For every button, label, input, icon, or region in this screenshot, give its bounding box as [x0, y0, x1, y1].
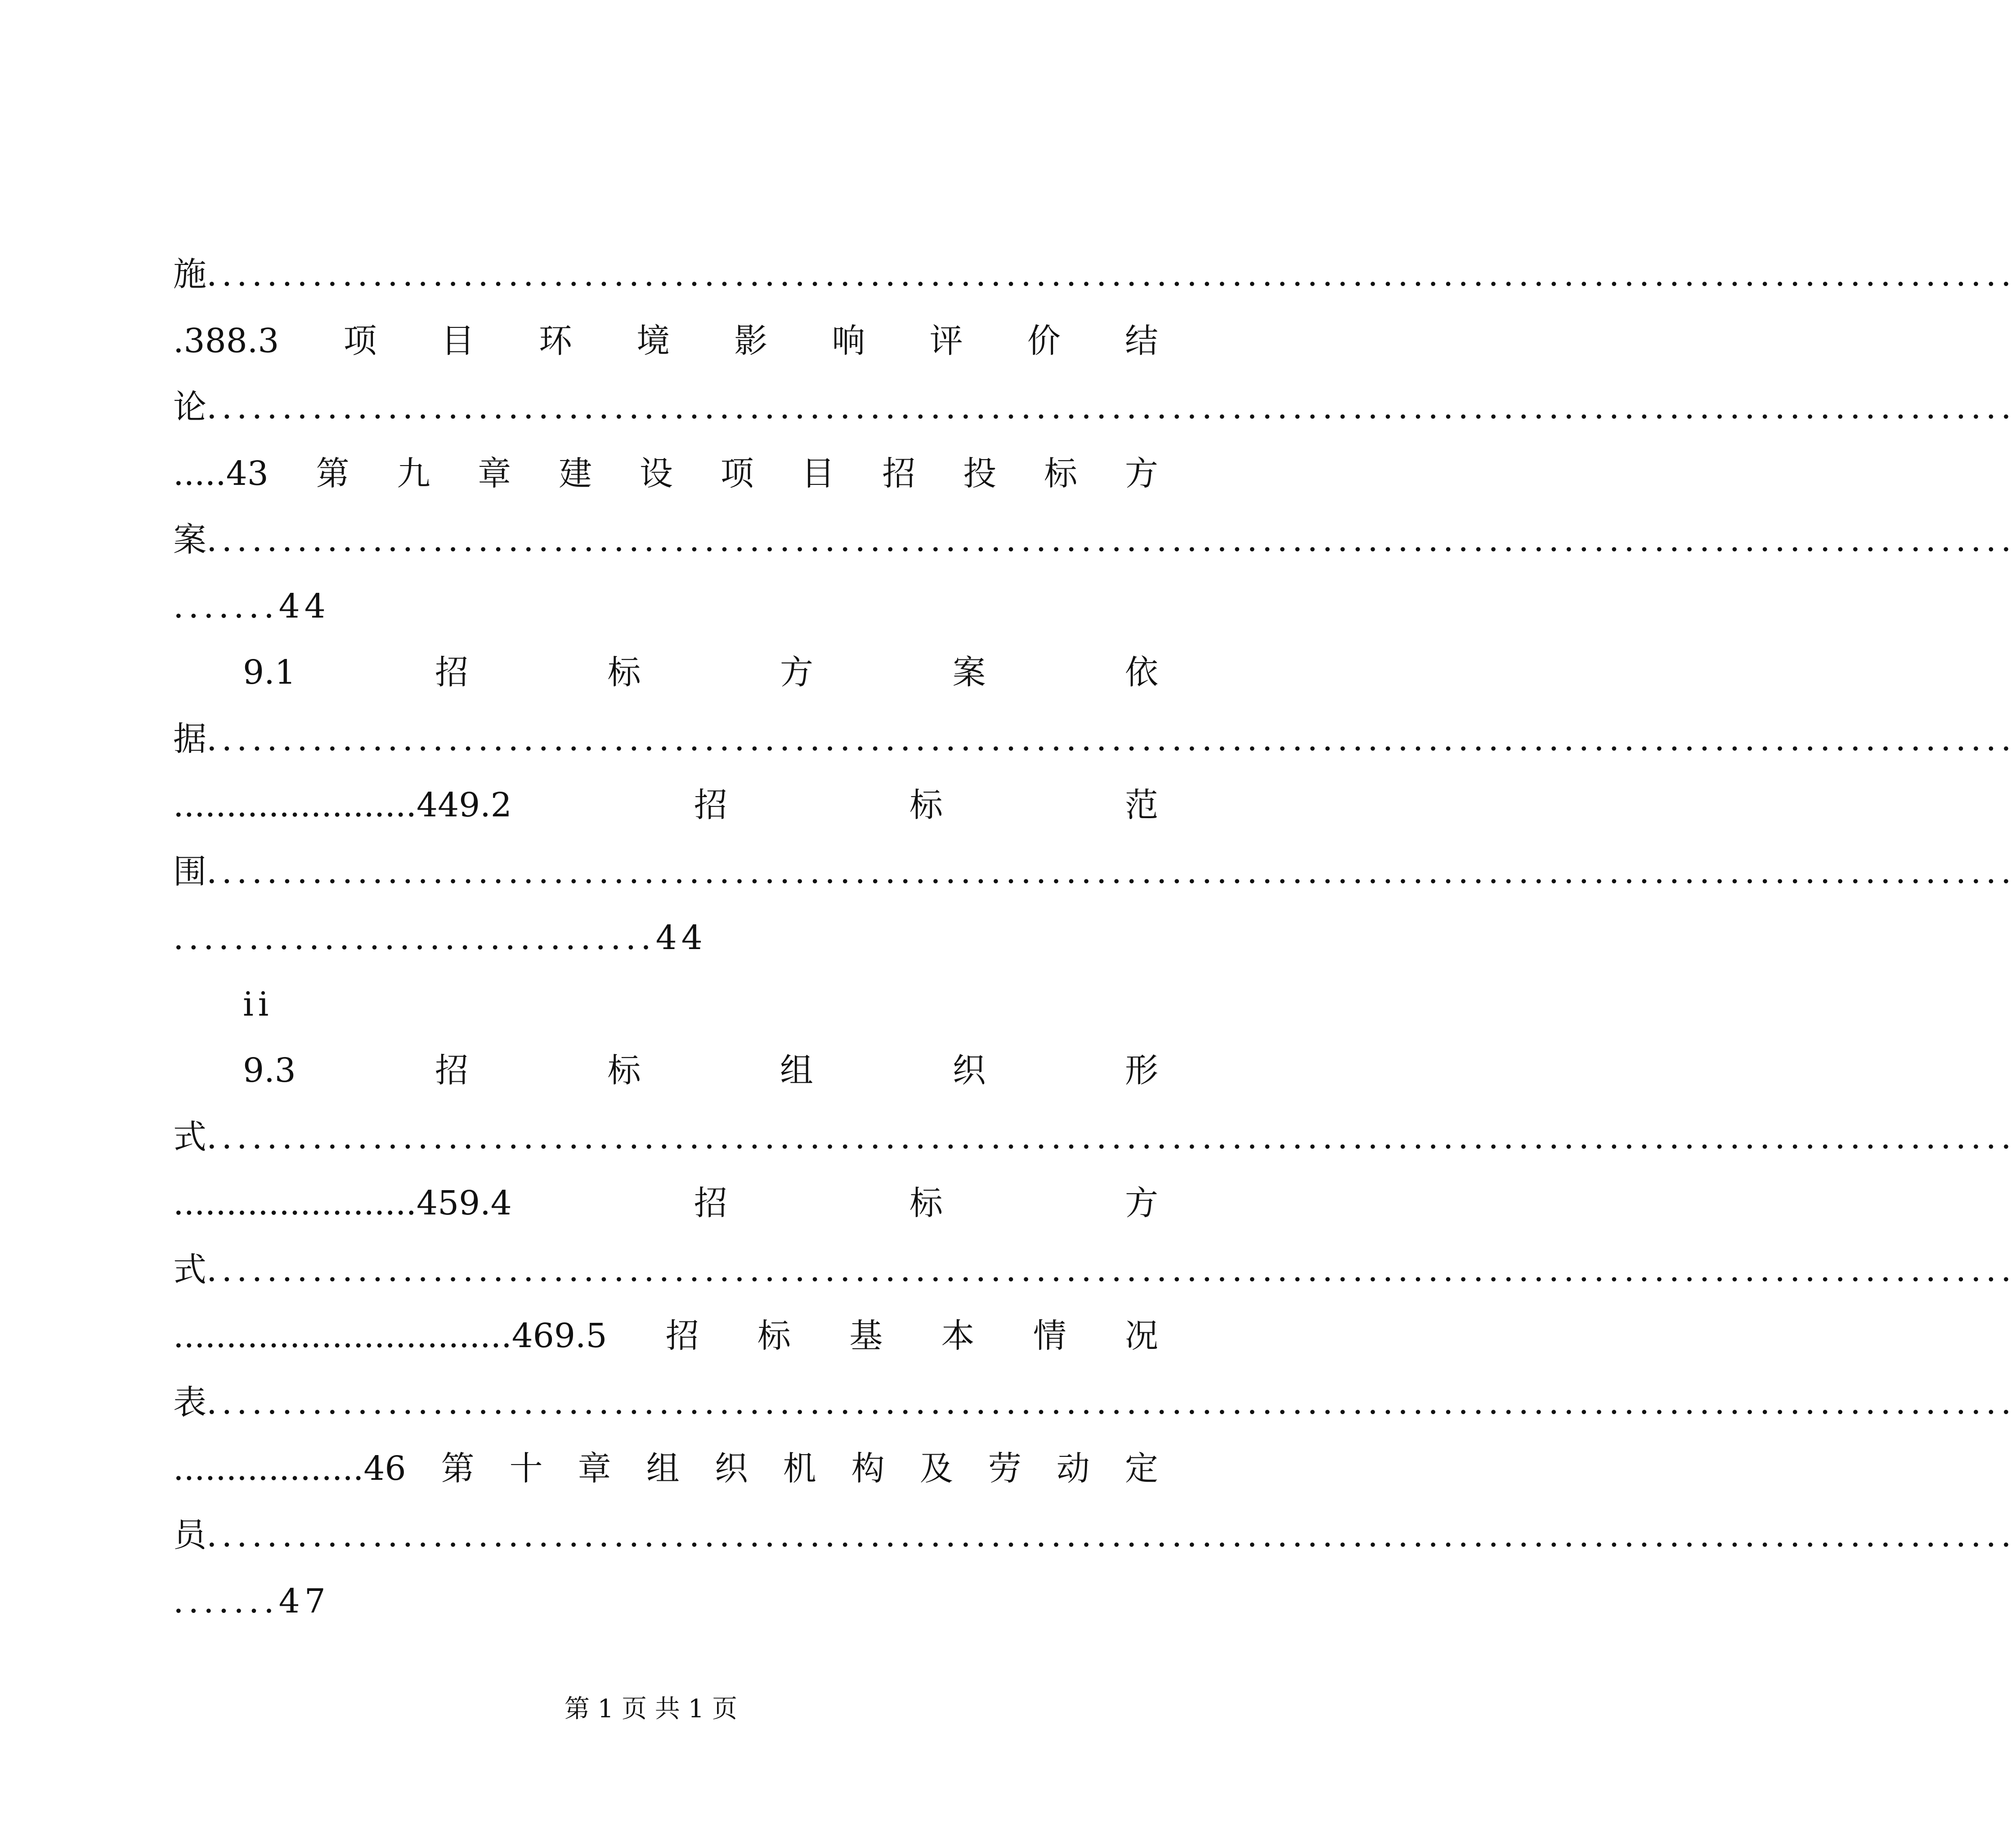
toc-word: 招 [665, 1317, 699, 1355]
toc-word: 项 [720, 454, 754, 493]
toc-heading-char: 式 [173, 1250, 206, 1289]
toc-word: 评 [929, 321, 963, 360]
dot-leader: ........................................................................................................................ [206, 255, 2016, 294]
toc-line [243, 641, 1158, 704]
dot-leader: ........................................................................................................................ [206, 1515, 2016, 1554]
toc-line [243, 973, 1158, 1036]
toc-line [173, 1371, 2016, 1434]
toc-word: 织 [714, 1449, 748, 1488]
toc-word: 项 [343, 321, 377, 360]
toc-word: 9.1 [243, 653, 296, 692]
toc-line [173, 243, 2016, 306]
toc-word: 标 [909, 1184, 943, 1223]
toc-line [173, 1238, 2016, 1301]
dot-leader: ........................................................................................................................ [206, 1383, 2016, 1422]
toc-line [173, 708, 2016, 770]
toc-word: 设 [639, 454, 673, 493]
toc-word: 构 [851, 1449, 885, 1488]
toc-text: .......44 [173, 587, 330, 626]
toc-word: 十 [509, 1449, 543, 1488]
toc-word: .......................459.4 [173, 1184, 512, 1223]
toc-word: ..................46 [173, 1449, 406, 1488]
toc-word: 目 [801, 454, 835, 493]
toc-heading-char: 据 [173, 719, 206, 758]
toc-heading-char: 式 [173, 1117, 206, 1156]
toc-line [173, 1504, 2016, 1567]
toc-word: 九 [397, 454, 430, 493]
toc-text: .......47 [173, 1582, 330, 1621]
toc-word: ................................469.5 [173, 1317, 607, 1355]
toc-word: 标 [909, 786, 943, 824]
toc-word: 招 [694, 1184, 727, 1223]
toc-line [173, 906, 1158, 969]
page-footer: 第 1 页 共 1 页 [564, 1694, 738, 1724]
toc-line [173, 376, 2016, 439]
toc-heading-char: 施 [173, 255, 206, 294]
toc-heading-char: 论 [173, 388, 206, 426]
toc-word: 第 [441, 1449, 475, 1488]
toc-word: 方 [1124, 1184, 1158, 1223]
toc-word: 招 [882, 454, 916, 493]
toc-word: 基 [849, 1317, 883, 1355]
toc-word: 环 [538, 321, 572, 360]
toc-word: 境 [636, 321, 670, 360]
toc-word: 招 [694, 786, 727, 824]
dot-leader: ........................................................................................................................ [206, 520, 2016, 559]
toc-heading-char: 员 [173, 1515, 206, 1554]
toc-word: 影 [734, 321, 768, 360]
toc-word: 方 [780, 653, 814, 692]
toc-line [173, 1437, 1158, 1500]
dot-leader: ........................................................................................................................ [206, 1117, 2016, 1156]
toc-word: 动 [1056, 1449, 1090, 1488]
toc-heading-char: 表 [173, 1383, 206, 1422]
toc-line [173, 575, 1158, 638]
dot-leader: ........................................................................................................................ [206, 852, 2016, 891]
toc-word: 况 [1124, 1317, 1158, 1355]
toc-heading-char: 围 [173, 852, 206, 891]
toc-word: 机 [783, 1449, 816, 1488]
toc-word: 本 [941, 1317, 975, 1355]
toc-word: 招 [435, 1051, 469, 1090]
toc-line [243, 1039, 1158, 1102]
dot-leader: ........................................................................................................................ [206, 1250, 2016, 1289]
toc-word: 依 [1124, 653, 1158, 692]
toc-word: 组 [646, 1449, 680, 1488]
toc-heading-char: 案 [173, 520, 206, 559]
toc-word: 形 [1124, 1051, 1158, 1090]
toc-word: 案 [952, 653, 986, 692]
toc-word: 标 [757, 1317, 791, 1355]
toc-word: 织 [952, 1051, 986, 1090]
toc-word: 招 [435, 653, 469, 692]
toc-word: 响 [832, 321, 865, 360]
toc-word: 范 [1124, 786, 1158, 824]
toc-line [173, 309, 1158, 372]
toc-line [173, 840, 2016, 903]
toc-word: 方 [1124, 454, 1158, 493]
toc-text: ................................44 [173, 918, 707, 957]
toc-line [173, 774, 1158, 837]
toc-word: 标 [607, 653, 641, 692]
toc-word: 价 [1027, 321, 1061, 360]
toc-word: 章 [578, 1449, 611, 1488]
toc-word: 组 [780, 1051, 814, 1090]
toc-word: 定 [1124, 1449, 1158, 1488]
toc-word: 标 [607, 1051, 641, 1090]
toc-word: .388.3 [173, 321, 279, 360]
toc-word: 9.3 [243, 1051, 296, 1090]
toc-line [173, 1570, 1158, 1633]
toc-line [173, 508, 2016, 571]
toc-word: 标 [1044, 454, 1078, 493]
toc-line [173, 442, 1158, 505]
toc-word: 结 [1124, 321, 1158, 360]
toc-word: 投 [963, 454, 997, 493]
toc-word: 目 [441, 321, 475, 360]
toc-word: 及 [919, 1449, 953, 1488]
toc-word: 情 [1033, 1317, 1066, 1355]
toc-line [173, 1304, 1158, 1367]
dot-leader: ........................................................................................................................ [206, 719, 2016, 758]
toc-word: 章 [478, 454, 511, 493]
toc-word: .......................449.2 [173, 786, 512, 824]
dot-leader: ........................................................................................................................ [206, 388, 2016, 426]
toc-text: ii [243, 985, 273, 1024]
toc-line [173, 1106, 2016, 1169]
toc-word: 第 [316, 454, 349, 493]
toc-word: .....43 [173, 454, 269, 493]
toc-word: 劳 [988, 1449, 1021, 1488]
toc-line [173, 1172, 1158, 1235]
toc-word: 建 [559, 454, 592, 493]
